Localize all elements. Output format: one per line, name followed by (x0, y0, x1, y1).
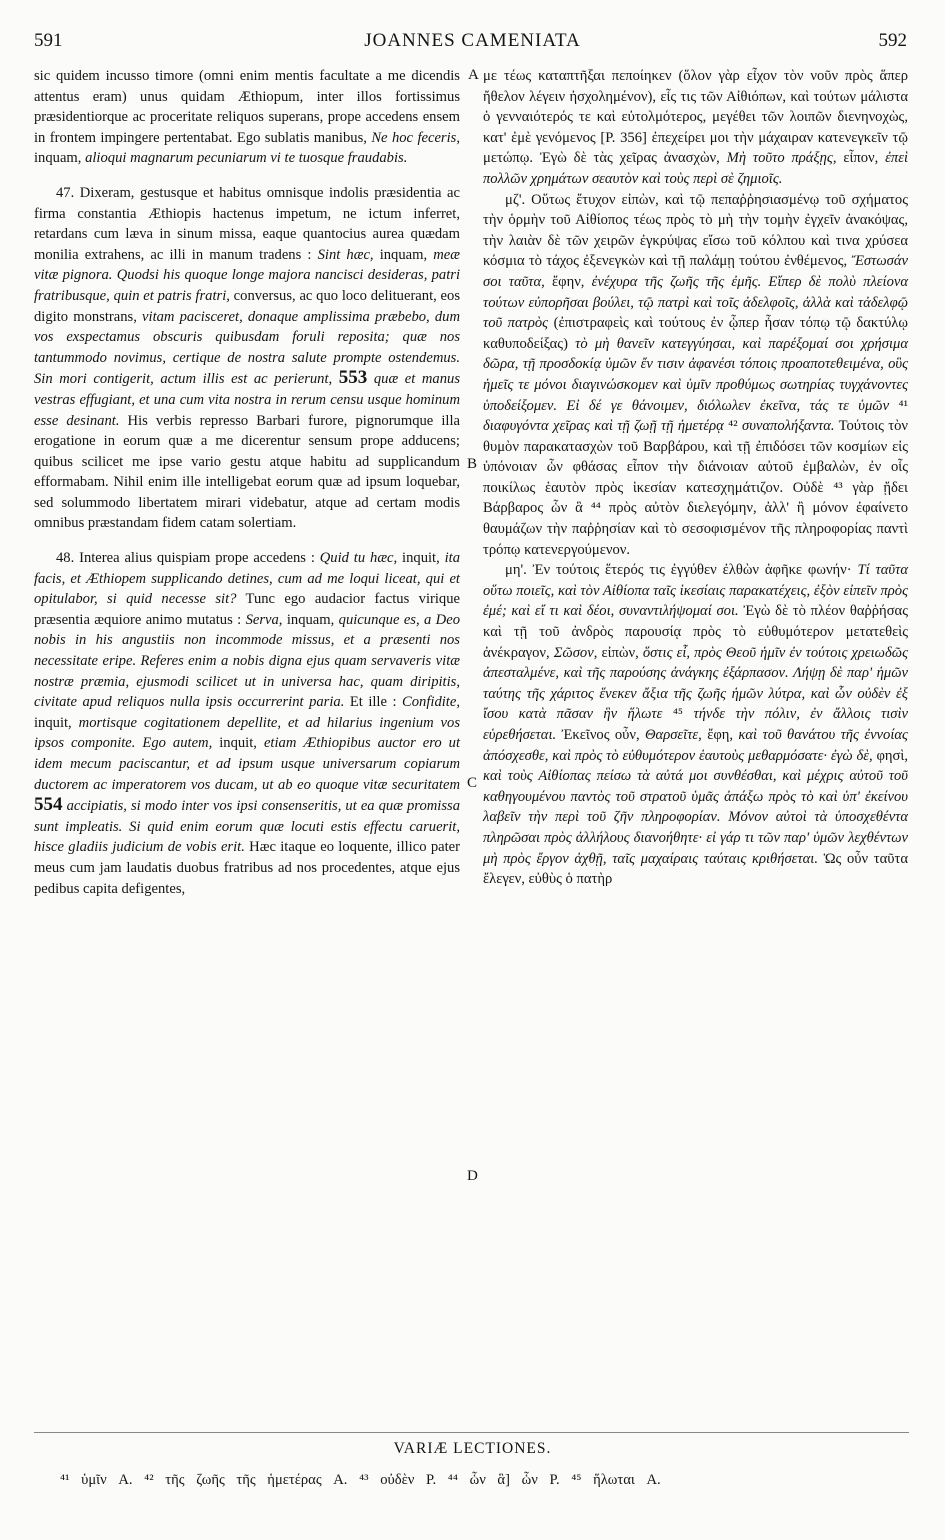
margin-letter-d: D (467, 1168, 478, 1184)
text-italic: quæ et manus vestras effugiant, et una cum vita nostra in rerum censu usque hominum esse desinant. (34, 371, 461, 429)
running-title: JOANNES CAMENIATA (364, 30, 581, 51)
text-italic: Sint hæc, (317, 246, 374, 263)
text: Ὡς οὖν ταῦτα ἔλεγεν, εὐθὺς ὁ πατὴρ (483, 850, 908, 888)
text-italic: ita facis, et Æthiopem supplicando detines, cum ad me loqui liceat, qui et opitulabor, si quid necesse sit? (34, 550, 461, 608)
variae-lectiones-title: VARIÆ LECTIONES. (393, 1440, 552, 1457)
greek-paragraph-48 (483, 560, 908, 890)
greek-paragraph (483, 66, 908, 190)
page-number-right: 592 (878, 30, 907, 51)
text: εἰπὼν, (597, 644, 643, 661)
text: Tunc ego audacior factus virique præsentia æquiore animo mutatus : (34, 591, 460, 628)
text: inquit, (397, 550, 445, 567)
page-number-left: 591 (34, 30, 63, 51)
text: (ἐπιστραφεὶς καὶ τούτους ἐν ᾧπερ ἦσαν τόπῳ τῷ δακτύλῳ καθυποδείξας) (483, 315, 908, 352)
text-italic: vitam pacisceret, donaque amplissima præbebo, dum vos exspectamus obscuris quibusdam foruli reposita; quæ nos tantummodo novimus, certique de nostra salute prompte ostendemus. Sin mori contigerit, actum illis est ac perierunt, (34, 308, 460, 388)
text-italic: Ἔστωσάν σοι ταῦτα, (483, 253, 908, 290)
note-ref: ⁴⁴ (590, 500, 601, 517)
text: εἶπον, (836, 150, 886, 167)
text-italic: accipiatis, si modo inter vos ipsi consenseritis, ut ea quæ promissa sunt impleatis. Si quid enim eorum quæ locuti estis effectu caruerit, hisce gladiis judicium de vobis erit. (34, 798, 460, 856)
text-italic: τὸ μὴ θανεῖν κατεγγύησαι, καὶ παρέξομαί σοι χρήσιμα δῶρα, τῇ προσδοκίᾳ ὑμῶν ἔν τισιν ἀφανέσι τόποις προαποτεθειμένα, οὓς ἡμεῖς τε μόνοι διαγινώσκομεν καὶ ὑμῖν προθύμως σωτηρίας τυγχάνοντες ὑποδείξομεν. Εἰ δέ γε θάνοιμεν, διόλωλεν ἐκεῖνα, τάς τε ὑμῶν (483, 335, 908, 414)
text-italic: τήνδε τὴν πόλιν, ἐν ἄλλοις τισὶν εὑρεθήσεται. (483, 706, 908, 743)
text-italic: ὅστις εἶ, (642, 644, 691, 661)
text-italic: etiam Æthiopibus auctor ero ut idem mecum paciscantur, et ad ipsum usque universarum copiarum ductorem ac imperatorem vos ducam, ut ab eo quoque vitæ securitatem (34, 735, 460, 793)
text: ἔφην, (544, 273, 592, 290)
text: conversus, ac quo loco delituerant, eos digito monstrans, (34, 287, 461, 325)
text-italic: Ne hoc feceris, (371, 129, 460, 146)
latin-column (34, 66, 460, 899)
text-italic: mortisque cogitationem depellite, et ad hilarius ingenium vos ipsos componite. Ego autem, (34, 714, 461, 752)
text: inquit, (34, 714, 79, 731)
text-italic: Θαρσεῖτε, (645, 727, 702, 743)
latin-paragraph (34, 66, 460, 169)
note-ref: ⁴¹ (898, 397, 908, 414)
greek-paragraph-47 (483, 190, 908, 561)
text-italic: πρὸς Θεοῦ ἡμῖν ἐν τούτοις χρειωδῶς ἀπεσταλμένε, καὶ τῆς παρούσης ἀνάγκης ἐξάρπασον. Λήψῃ δὲ παρ' ἡμῶν ταύτης τῆς χάριτος ἕνεκεν ἄξια τῆς ζωῆς ἡμῶν λύτρα, καὶ ὧν οὐδὲν ἐξ ἴσου κατὰ πᾶσαν ἣν ἥλωτε (483, 644, 908, 723)
text: 48. Interea alius quispiam prope accedens : (56, 550, 315, 567)
note-ref: ⁴⁵ (672, 706, 684, 723)
text-italic: συναπολήξαντα. (742, 418, 835, 435)
text: ἔφη, (701, 727, 739, 743)
text: Ἐκεῖνος οὖν, (556, 727, 640, 743)
text-italic: Σῶσον, (553, 644, 598, 661)
text: Et ille : (344, 694, 397, 711)
text: inquam, (282, 611, 339, 628)
text: μζ'. Οὕτως ἔτυχον εἰπὼν, καὶ τῷ πεπαῤῥησιασμένῳ τοῦ σχήματος τὴν ὁρμὴν τοῦ Αἰθίοπος τέως πρὸς τὸ μὴ τὴν τομὴν ἐγχεῖν ἀνακόψας, τὴν λαιὰν δὲ τῶν χειρῶν ἐγκρύψας εἴσω τοῦ κόλπου καὶ τινα χρύσεα κόσμια τὸ τάχος ἐξενεγκὼν καὶ τῇ παλάμῃ τούτου ἐνθέμενος, (483, 191, 908, 270)
text: Τούτοις τὸν θυμὸν παρακατασχὼν τοῦ Βαρβάρου, καὶ τῇ ἐπιδόσει τῶν κοσμίων εἰς ὑπόνοιαν ὧν φθάσας εἶπον τὴν διάνοιαν αὐτοῦ ἐμβαλὼν, ἐν οἷς ποικίλως ἑαυτὸν πρὸς ἱκεσίαν κατεσχημάτιζον. Οὐδὲ (483, 418, 909, 496)
text: πρὸς αὐτὸν διελεγόμην, ἀλλ' ἢ μόνον ἐφαίνετο θαυμάζων τὴν παῤῥησίαν καὶ τὸ σεσοφισμένον τῆς πληροφορίας παντὶ τρόπῳ κατενεργούμενον. (483, 500, 908, 558)
text-italic: Confidite, (402, 694, 460, 711)
text-italic: alioqui magnarum pecuniarum vi te tuosque fraudabis. (85, 150, 408, 167)
margin-letter-c: C (467, 775, 478, 791)
text: inquam, (373, 246, 434, 263)
text-italic: καὶ τοῦ θανάτου τῆς ἐννοίας ἀπόσχεσθε, καὶ πρὸς τὸ εὐθυμότερον ἑαυτοὺς μεθαρμόσατε· ἐγὼ δὲ, (483, 727, 908, 764)
text-italic: quicunque es, a Deo nobis in his angustiis non incommode missus, et a præsenti nos necessitate eripe. Referes enim a nobis digna ejus quam servaveris vitæ nostræ præmia, ejusmodi scilicet ut in universa hac, quam diripitis, civitate apud reliquos nulla ipsis occurrerint paria. (34, 611, 460, 711)
latin-paragraph-47 (34, 183, 460, 534)
column-number: 554 (34, 794, 63, 816)
text: με τέως καταπτῆξαι πεποίηκεν (ὅλον γὰρ εἶχον τὸν νοῦν πρὸς ἅπερ ἤθελον λέγειν ἠσχολημένον), εἷς τις τῶν Αἰθιόπων, καὶ τούτων μάλιστα ὁ γενναιότερός τε καὶ εὐτολμότερος, μεγέθει τῶν λοιπῶν διενηνοχὼς, κατ' ἐμὲ γενόμενος [P. 356] ἐπεχείρει μοι τὴν μάχαιραν κατενεγκεῖν τῷ μετώπῳ. Ἐγὼ δὲ τὰς χεῖρας ἀνασχὼν, (483, 68, 908, 167)
text-italic: ἐνέχυρα τῆς ζωῆς τῆς ἐμῆς. Εἴπερ δὲ πολὺ πλείονα τούτων εὐπορῆσαι βούλει, τῷ πατρὶ καὶ τοῖς ἀδελφοῖς, ἀλλὰ καὶ τἀδελφῷ τοῦ πατρὸς (483, 273, 909, 332)
text: Ἐγὼ δὲ τὸ πλέον θαῤῥήσας καὶ τῇ τοῦ ἀνδρὸς παρουσίᾳ πρὸς τὸ εὐθυμότερον μετατεθεὶς ἀνέκραγον, (483, 603, 908, 661)
text: sic quidem incusso timore (omni enim mentis facultate a me dicendis attentus eram) unus quidam Æthiopum, inter illos fortissimus præsidentiorque ac proceritate reliquos superans, prope accedens ensem in frontem impingere pertentabat. Ego sublatis manibus, (34, 68, 460, 146)
text-italic: διαφυγόντα χεῖρας καὶ τῇ ζωῇ τῇ ἡμετέρᾳ (483, 418, 724, 435)
text: His verbis represso Barbari furore, pignorumque illa erogatione in eorum quæ a me dicerentur sensum prope adducens; quibus scilicet me ipse vario gestu atque habitu ad supplicandum efformabam. Nihil enim ille intelligebat eorum quæ ad ipsum loquebar, sed solummodo libertatem mirari videbatur, atque ad certam modis omnibus præstandam fidem catam solertiam. (34, 412, 460, 532)
text-italic: ἐπεὶ πολλῶν χρημάτων σεαυτὸν καὶ τοὺς περὶ σὲ ζημιοῖς. (483, 150, 909, 187)
text: inquam, (34, 150, 86, 167)
text-italic: Τί ταῦτα οὕτω ποιεῖς, καὶ τὸν Αἰθίοπα ταῖς ἱκεσίαις παρακατέχεις, ἐξὸν εἰπεῖν πρὸς ἐμέ; καὶ εἴ τι καὶ δέοι, συναντιλήψομαί σοι. (483, 562, 908, 620)
text-italic: Serva, (245, 611, 283, 628)
text-italic: καὶ τοὺς Αἰθίοπας πείσω τὰ αὐτά μοι συνθέσθαι, καὶ μέχρις αὐτοῦ τοῦ καθηγουμένου παντὸς τοῦ στρατοῦ ὑμᾶς ἀπάξω πρὸς τὸ καὶ ὑπ' ἐκείνου λαβεῖν τὴν περὶ τοῦ ζῆν πληροφορίαν. Μόνον αὐτοὶ τὰ ὑποσχεθέντα πληρῶσαι πρὸς ἀλλήλους διανοήθητε· εἰ γάρ τι τῶν παρ' ὑμῶν λεχθέντων μὴ πρὸς ἔργον ἀχθῇ, ταῖς μαχαίραις ταύταις κριθήσεται. (483, 768, 908, 867)
column-number: 553 (338, 367, 368, 389)
text-italic: meæ vitæ pignora. Quodsi his quoque longe majora nancisci desideras, patri fratribusque, quin et patris fratri, (34, 246, 460, 304)
text: μη'. Ἐν τούτοις ἕτερός τις ἐγγύθεν ἐλθὼν ἀφῆκε φωνήν· (505, 562, 852, 579)
note-ref: ⁴² (728, 418, 738, 435)
divider (34, 1432, 909, 1433)
text-italic: Quid tu hæc, (319, 550, 398, 567)
margin-letter-b: B (467, 456, 478, 472)
latin-paragraph-48 (34, 548, 460, 899)
margin-letter-a: A (468, 67, 479, 83)
text: Hæc itaque eo loquente, illico pater meus cum jam laudatis duobus fratribus ad nos procedentes, atque ejus pedibus capita defigentes, (34, 839, 460, 897)
text: inquit, (212, 735, 264, 752)
text: φησὶ, (872, 747, 908, 764)
note-ref: ⁴³ (833, 479, 843, 496)
text: 47. Dixeram, gestusque et habitus omnisque indolis præsidentia ac firma constantia Æthiopis hactenus impetum, ne ictum inferret, retardans cum læva in sinum missa, eaque quantocius aurea quædam monilia extrahens, ac illi in manum tradens : (34, 184, 460, 263)
text: γὰρ ᾔδει Βάρβαρος ὧν ἃ (483, 479, 908, 517)
text-italic: Μὴ τοῦτο πράξῃς, (726, 150, 837, 167)
greek-column (483, 66, 908, 890)
variae-lectiones-notes: ⁴¹ ὑμῖν A. ⁴² τῆς ζωῆς τῆς ἡμετέρας A. ⁴³ οὐδὲν P. ⁴⁴ ὧν ἃ] ὧν P. ⁴⁵ ἥλωται A. (60, 1472, 661, 1488)
